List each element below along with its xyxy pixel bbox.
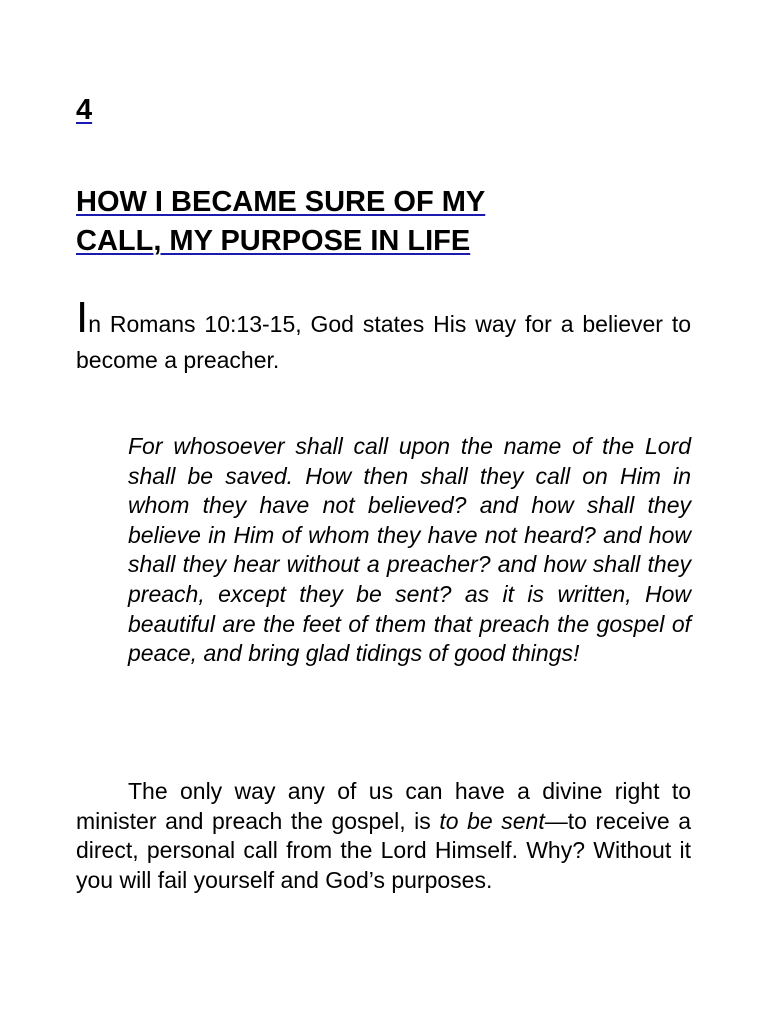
chapter-title: [76, 183, 696, 261]
body-text-before: The only way any of us can have a divine right to minister and preach the gospel, is: [76, 778, 691, 834]
intro-paragraph: [76, 293, 691, 378]
body-text-after: —to receive a direct, personal call from the Lord Himself. Why? Without it you will fail yourself and God’s purposes.: [76, 807, 691, 893]
chapter-number-text: 4: [76, 94, 93, 126]
chapter-title-line1: HOW I BECAME SURE OF MY: [76, 186, 486, 218]
chapter-number: [76, 92, 92, 128]
chapter-title-line2: CALL, MY PURPOSE IN LIFE: [76, 225, 471, 257]
body-emphasis: to be sent: [439, 807, 545, 834]
drop-cap: I: [76, 293, 89, 342]
body-paragraph: [76, 777, 691, 895]
intro-text: n Romans 10:13-15, God states His way for a believer to become a preacher.: [76, 311, 691, 373]
scripture-quote: For whosoever shall call upon the name of the Lord shall be saved. How then shall they call on Him in whom they have not believed? and how shall they believe in Him of whom they have not heard? and how shall they hear without a preacher? and how shall they preach, except they be sent? as it is written, How beautiful are the feet of them that preach the gospel of peace, and bring glad tidings of good things!: [128, 433, 691, 667]
